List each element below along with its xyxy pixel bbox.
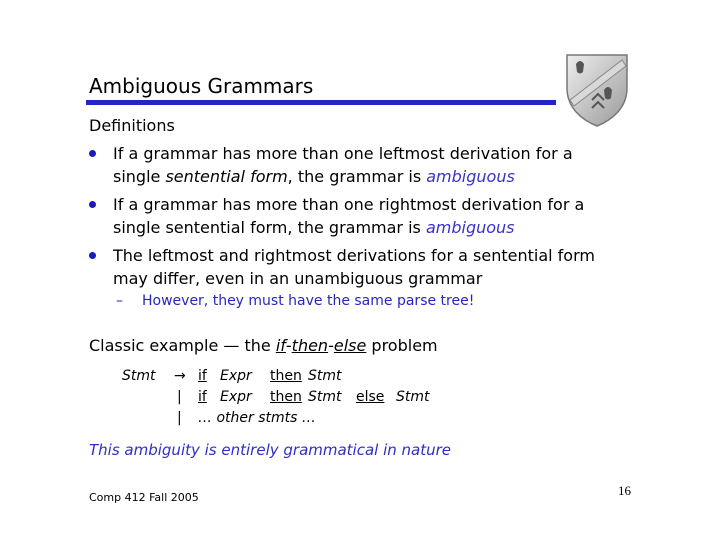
- keyword-if: if: [275, 336, 286, 355]
- bullet-differ: The leftmost and rightmost derivations for a sentential form may differ, even in an unambiguous grammar: [89, 244, 619, 290]
- terminal-if: if: [198, 389, 207, 405]
- sub-bullet: – However, they must have the same parse tree!: [116, 293, 475, 309]
- alternative-bar: |: [177, 389, 182, 405]
- footer-course: Comp 412 Fall 2005: [89, 491, 199, 504]
- page-number: 16: [618, 483, 631, 498]
- bullet-dot: [89, 201, 96, 208]
- nonterminal-stmt: Stmt: [122, 368, 156, 384]
- other-statements: … other stmts …: [198, 410, 316, 426]
- definitions-heading: Definitions: [89, 116, 175, 135]
- terminal-if: if: [198, 368, 207, 384]
- keyword-then: then: [291, 336, 329, 355]
- ambiguity-note: This ambiguity is entirely grammatical in nature: [89, 441, 452, 459]
- classic-example: Classic example — the if-then-else problem: [89, 336, 438, 355]
- keyword-else: else: [333, 336, 367, 355]
- nonterminal-stmt: Stmt: [308, 389, 342, 405]
- alternative-bar: |: [177, 410, 182, 426]
- nonterminal-stmt: Stmt: [396, 389, 430, 405]
- nonterminal-expr: Expr: [220, 368, 252, 384]
- terminal-then: then: [270, 368, 302, 384]
- arrow-icon: →: [174, 368, 186, 384]
- bullet-rightmost: If a grammar has more than one rightmost derivation for a single sentential form, the grammar is ambiguous: [89, 193, 619, 239]
- bullet-dot: [89, 150, 96, 157]
- terminal-else: else: [356, 389, 385, 405]
- nonterminal-expr: Expr: [220, 389, 252, 405]
- university-shield-icon: [564, 52, 630, 128]
- bullet-leftmost: If a grammar has more than one leftmost derivation for a single sentential form, the grammar is ambiguous: [89, 142, 619, 188]
- nonterminal-stmt: Stmt: [308, 368, 342, 384]
- terminal-then: then: [270, 389, 302, 405]
- bullet-dot: [89, 252, 96, 259]
- title-underline: [86, 100, 556, 105]
- slide-title: Ambiguous Grammars: [89, 74, 314, 98]
- term-ambiguous: ambiguous: [425, 218, 515, 237]
- term-ambiguous: ambiguous: [426, 167, 515, 186]
- emphasis-sentential-form: sentential form: [165, 167, 288, 186]
- sub-bullet-dash: –: [116, 293, 123, 309]
